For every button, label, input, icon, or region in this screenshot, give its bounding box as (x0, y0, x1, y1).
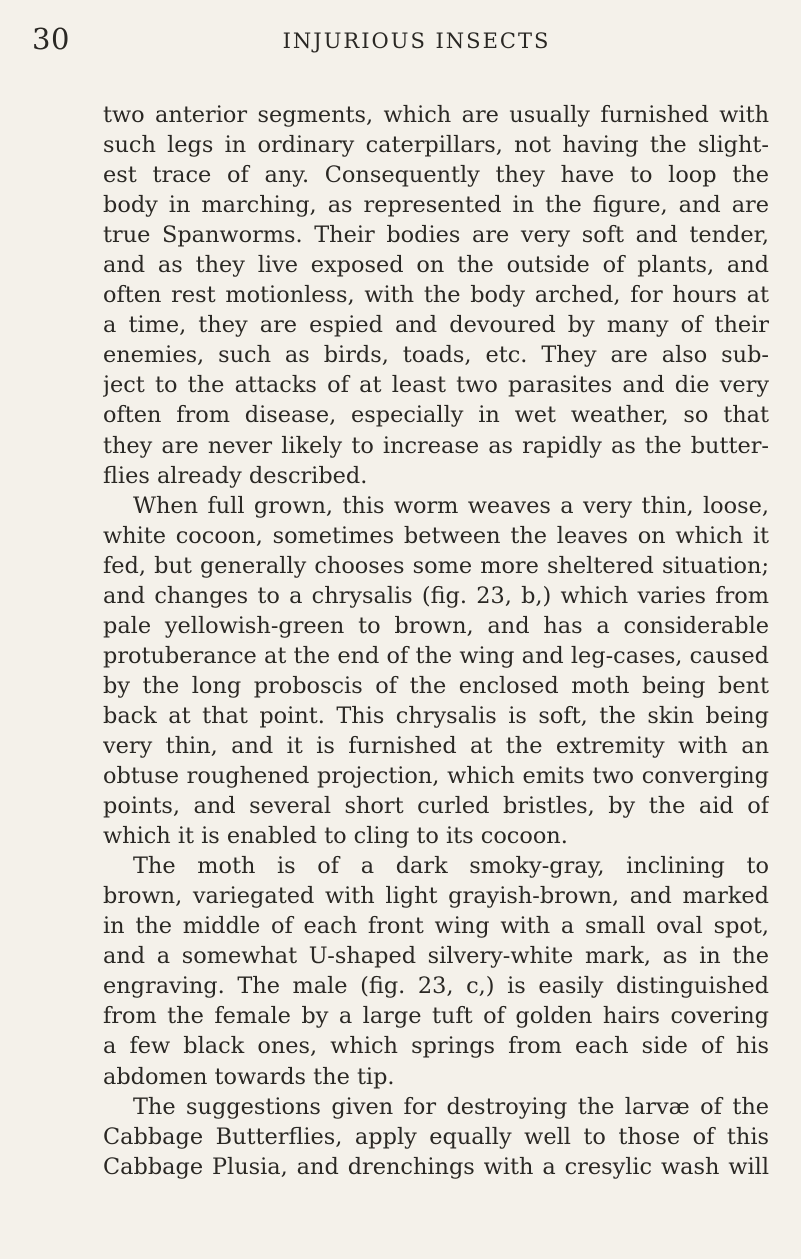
text-line: back at that point. This chrysalis is soft, the skin being (103, 702, 769, 729)
text-line: When full grown, this worm weaves a very thin, loose, (133, 492, 769, 519)
text-line: such legs in ordinary caterpillars, not having the slight- (103, 132, 769, 159)
text-line: white cocoon, sometimes between the leaves on which it (103, 522, 769, 549)
page-number: 30 (32, 22, 70, 56)
text-line: The suggestions given for destroying the larvæ of the (133, 1093, 769, 1120)
text-line: in the middle of each front wing with a small oval spot, (103, 913, 769, 940)
text-line: true Spanworms. Their bodies are very soft and tender, (103, 222, 769, 249)
body-text (103, 100, 769, 1182)
text-line: from the female by a large tuft of golden hairs covering (103, 1003, 769, 1030)
text-line: The moth is of a dark smoky-gray, inclining to (133, 853, 769, 880)
text-line: a few black ones, which springs from each side of his (103, 1033, 769, 1060)
text-line: points, and several short curled bristles, by the aid of (103, 793, 769, 820)
running-head: INJURIOUS INSECTS (282, 29, 551, 53)
text-line: abdomen towards the tip. (103, 1063, 395, 1090)
text-line: often rest motionless, with the body arched, for hours at (103, 282, 769, 309)
text-line: by the long proboscis of the enclosed moth being bent (103, 672, 769, 699)
text-line: protuberance at the end of the wing and leg-cases, caused (103, 642, 769, 669)
text-line: Cabbage Plusia, and drenchings with a cresylic wash will (103, 1153, 769, 1180)
text-line: flies already described. (103, 462, 368, 489)
text-line: and a somewhat U-shaped silvery-white mark, as in the (103, 943, 769, 970)
text-line: enemies, such as birds, toads, etc. They are also sub- (103, 342, 769, 369)
text-line: a time, they are espied and devoured by many of their (103, 312, 769, 339)
text-line: two anterior segments, which are usually furnished with (103, 102, 769, 128)
text-line: fed, but generally chooses some more sheltered situation; (103, 552, 769, 579)
text-line: brown, variegated with light grayish-brown, and marked (103, 883, 769, 910)
text-line: ject to the attacks of at least two parasites and die very (103, 372, 769, 399)
text-line: body in marching, as represented in the figure, and are (103, 192, 769, 219)
text-line: engraving. The male (fig. 23, c,) is easily distinguished (103, 973, 769, 1000)
text-line: often from disease, especially in wet weather, so that (103, 402, 769, 429)
text-line: Cabbage Butterflies, apply equally well to those of this (103, 1123, 769, 1150)
text-line: and changes to a chrysalis (fig. 23, b,) which varies from (103, 582, 769, 609)
text-line: obtuse roughened projection, which emits two converging (103, 763, 769, 790)
text-line: they are never likely to increase as rapidly as the butter- (103, 432, 769, 459)
text-line: est trace of any. Consequently they have to loop the (103, 162, 769, 189)
text-line: very thin, and it is furnished at the extremity with an (103, 732, 769, 759)
text-line: which it is enabled to cling to its cocoon. (103, 823, 568, 850)
text-line: and as they live exposed on the outside of plants, and (103, 252, 769, 279)
text-line: pale yellowish-green to brown, and has a considerable (103, 612, 769, 639)
